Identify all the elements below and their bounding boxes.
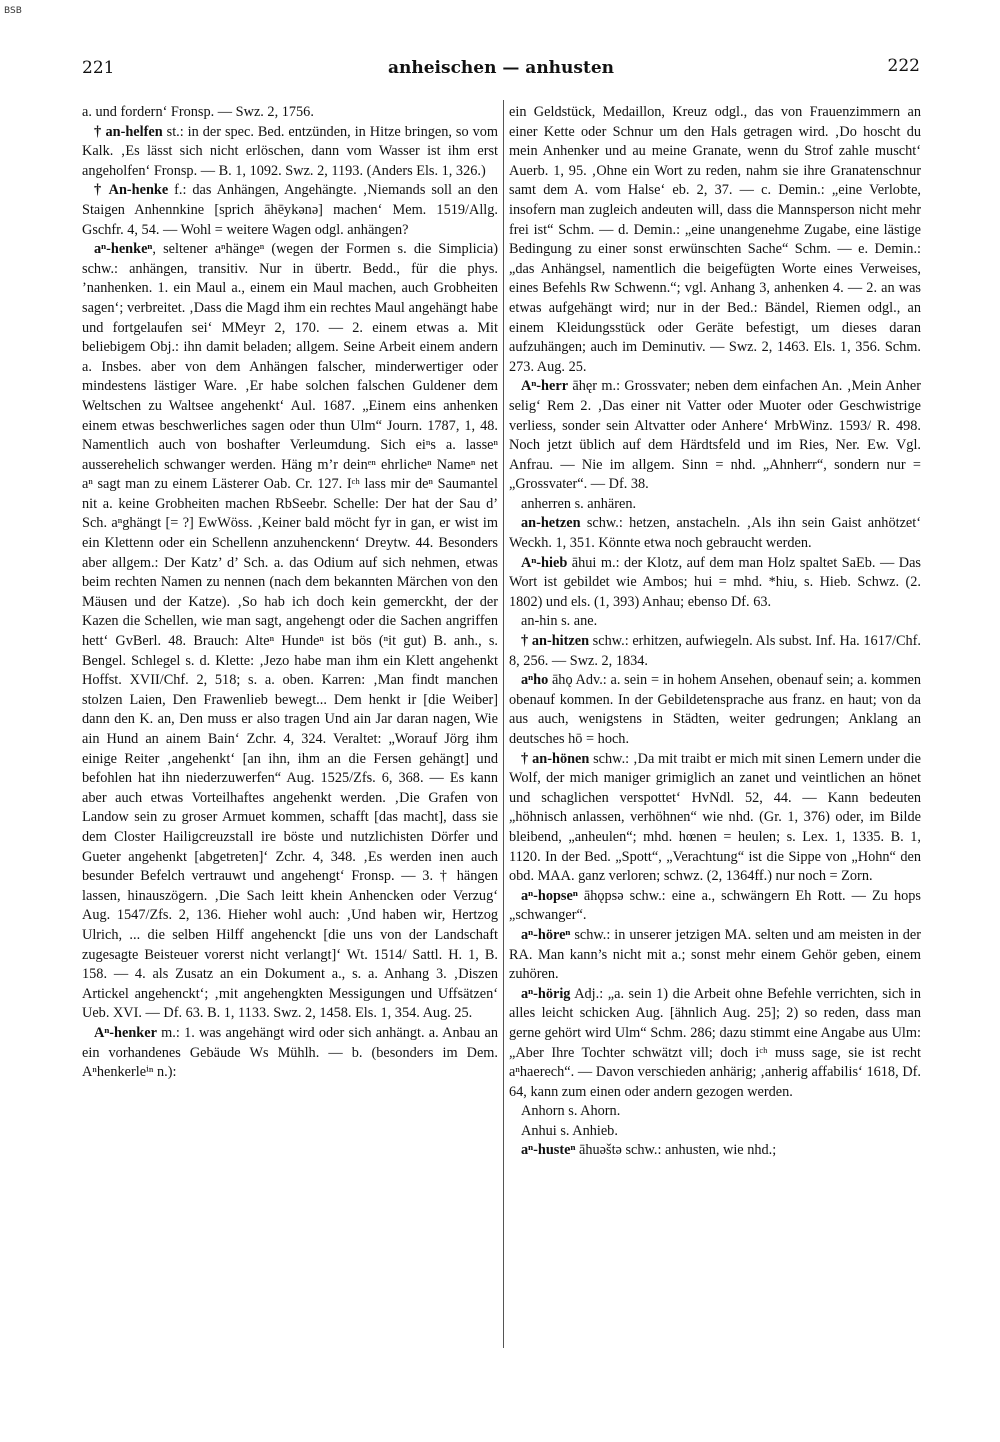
entry-body: f.: das Anhängen, Angehängte. ‚Niemands soll an den Staigen Anhennkine [sprich āhēykənə] machen‘ Mem. 1519/Allg. Gschfr. 4, 54. — Wohl = weitere Wagen odgl. anhängen? — [82, 182, 498, 238]
entry-an-henker — [82, 1024, 498, 1083]
entry-body: st.: in der spec. Bed. entzünden, in Hitze bringen, so vom Kalk. ‚Es lässt sich nicht erlöschen, dann vom Wasser ist ihm erst angeholfen‘ Fronsp. — B. 1, 1092. Swz. 2, 1193. (Anders Els. 1, 326.) — [82, 123, 498, 179]
entry-an-ho — [509, 671, 921, 749]
headword: † An-henke — [94, 182, 169, 199]
page-number-left: 221 — [82, 58, 115, 78]
headword: an-hetzen — [521, 515, 581, 532]
headword: † an-hitzen — [521, 633, 590, 650]
entry-an-helfen — [82, 123, 498, 182]
headword: aⁿ-henkeⁿ — [94, 241, 153, 258]
entry-body: schw.: erhitzen, aufwiegeln. Als subst. Inf. Ha. 1617/Chf. 8, 256. — Swz. 2, 1834. — [509, 633, 921, 669]
headword: aⁿ-hopseⁿ — [521, 887, 578, 904]
headword: aⁿ-höreⁿ — [521, 926, 571, 943]
entry-body: āhǫpsə schw.: eine a., schwängern Eh Rott. — Zu hops „schwanger“. — [509, 887, 921, 924]
right-column — [509, 103, 921, 1161]
entry-body: āhęr m.: Grossvater; neben dem einfachen An. ‚Mein Anher selig‘ Rem 2. ‚Das einer nit Vatter oder Muoter oder Geschwistrige verliess, sonder sein Altvatter oder Anhere‘ MrbWinz. 1593/ R. 498. Noch jetzt üblich auf dem Härdtsfeld und im Ries, Ner. Ew. Vgl. Anfrau. — Nie im allgem. Sinn = nhd. „Ahnherr“, sondern nur = „Grossvater“. — Df. 38. — [509, 378, 921, 493]
library-stamp: BSB — [4, 6, 22, 16]
headword: † an-hönen — [521, 750, 590, 767]
page-header — [82, 58, 920, 84]
entry-body: Adj.: „a. sein 1) die Arbeit ohne Befehle verrichten, sich in alles leicht schicken Aug. [ähnlich Aug. 25]; 2) so reden, dass man gerne gehört wird Ulm“ Schm. 286; dazu stimmt eine Angabe aus Ulm: „Aber Ihre Tochter schwätzt vill; doch iᶜʰ muss sage, sie ist recht aⁿhaerech“. — Davon verschieden anhärig; ‚anherig affabilis‘ 1618, Df. 64, kann zum einen oder andern gezogen werden. — [509, 985, 921, 1100]
entry-body: schw.: hetzen, anstacheln. ‚Als ihn sein Gaist anhötzet‘ Weckh. 1, 351. Könnte etwa noch gebraucht werden. — [509, 515, 921, 552]
entry-an-hoerig — [509, 985, 921, 1103]
entry-an-henke — [82, 181, 498, 240]
entry-body: m.: 1. was angehängt wird oder sich anhängt. a. Anbau an ein vorhandenes Gebäude Ws Mühlh. — b. (besonders im Dem. Aⁿhenkerleⁱⁿ n.): — [82, 1024, 498, 1081]
entry-an-hitzen — [509, 632, 921, 671]
entry-body: āhui m.: der Klotz, auf dem man Holz spaltet SaEb. — Das Wort ist gebildet wie Ambos; hui = mhd. *hiu, s. Hieb. Schwz. (2. 1802) und els. (1, 393) Anhau; ebenso Df. 63. — [509, 554, 921, 610]
entry-body: āhuəštə schw.: anhusten, wie nhd.; — [575, 1142, 777, 1159]
entry-an-husten — [509, 1141, 921, 1161]
entry-continuation: a. und fordern‘ Fronsp. — Swz. 2, 1756. — [82, 104, 314, 120]
column-divider — [503, 100, 504, 1348]
entry-body: schw.: ‚Da mit traibt er mich mit sinen Lemern under die Wolf, der mich maniger grimiglich an zanet und veintlichen an hönet und schaglichen verspottet‘ HvNdl. 52, 44. — Kann bedeuten „höhnisch anlassen, verhöhnen“ wie nhd. (Gr. 1, 376) oder, im Bilde bleibend, „anheulen“; mhd. hœnen = heulen; s. Lex. 1, 1335. B. 1, 1120. In der Bed. „Spott“, „Verachtung“ ist die Sippe von „Hohn“ den obd. MAA. ganz verloren; schwz. (2, 1364ff.) nur noch = Zorn. — [509, 750, 921, 885]
headword: aⁿho — [521, 672, 549, 689]
entry-anhorn: Anhorn s. Ahorn. — [521, 1103, 621, 1120]
entry-an-hieb — [509, 554, 921, 613]
entry-an-henken — [82, 240, 498, 1024]
entry-an-hopsen — [509, 887, 921, 926]
headword: Aⁿ-hieb — [521, 554, 568, 571]
entry-continuation: ein Geldstück, Medaillon, Kreuz odgl., das von Frauenzimmern an einer Kette oder Schnur um den Hals getragen wird. ‚Do hoscht du mein Anhenker und au meine Granate, wenn du Strof zahle muscht‘ Auerb. 1, 95. ‚Ohne ein Wort zu reden, nahm sie ihre Granatenschnur samt dem A. vom Halse‘ eb. 2, 37. — c. Demin.: „eine Verlobte, insofern man zugleich andeuten will, dass die Mannsperson nicht mehr frei ist“ Schm. — d. Demin.: „eine unangenehme Zugabe, eine lästige Bedingung zu einer sonst erwünschten Sache“ Schm. — e. Demin.: „das Anhängsel, namentlich die beigefügten Worte eines Verweises, eines Befehls Rw Schwenn.“; vgl. Anhang 3, anhenken 4. — 2. an was etwas aufgehängt wird; nur in der Bed.: Bändel, Riemen odgl., an einem Kleidungsstück oder Geräte befestigt, um dieses daran aufzuhängen; auch im Deminutiv. — Swz. 2, 1463. Els. 1, 356. Schm. 273. Aug. 25. — [509, 104, 921, 375]
headword: Aⁿ-henker — [94, 1024, 157, 1041]
entry-body: āhǫ Adv.: a. sein = in hohem Ansehen, obenauf sein; a. kommen obenauf kommen. In der Gebildetensprache aus franz. en haut; von da aus auch, wenigstens in Städten, weiter gedrungen; Anklang an deutsches hō = hoch. — [509, 672, 921, 747]
headword: aⁿ-hörig — [521, 985, 571, 1002]
headword: † an-helfen — [94, 123, 163, 140]
entry-an-hetzen — [509, 514, 921, 553]
page-number-right: 222 — [887, 56, 920, 76]
entry-an-hin: an-hin s. ane. — [521, 613, 598, 630]
entry-body: schw.: in unserer jetzigen MA. selten und am meisten in der RA. Man kann’s nicht mit a.; sonst mehr einem Gehör geben, einem zuhören. — [509, 926, 921, 983]
entry-an-herr — [509, 377, 921, 495]
entry-anhui: Anhui s. Anhieb. — [521, 1122, 618, 1139]
running-title: anheischen — anhusten — [388, 58, 614, 78]
entry-anherren: anherren s. anhären. — [521, 495, 637, 512]
headword: aⁿ-husteⁿ — [521, 1142, 576, 1159]
headword: Aⁿ-herr — [521, 378, 569, 395]
entry-an-hoenen — [509, 750, 921, 887]
entry-an-hoeren — [509, 926, 921, 985]
left-column — [82, 103, 498, 1083]
entry-body: , seltener aⁿhängeⁿ (wegen der Formen s. die Simplicia) schw.: anhängen, transitiv. Nur in übertr. Bedd., für die phys. ’nanhenken. 1. ein Maul a., einem ein Maul machen, auch Grobheiten sagen‘; verbreitet. ‚Dass die Magd ihm ein rechtes Maul angehängt habe und fortgelaufen sei‘ MMeyr 2, 170. — 2. einem etwas a. Mit beliebigem Obj.: ihn damit beladen; allgem. Seine Arbeit einem andern a. Insbes. aber von dem Anhängen falscher, minderwertiger oder mindestens lästiger Ware. ‚Er habe solchen falschen Guldener dem Weltschen zu Waltsee angehenkt‘ Aul. 1687. „Einem eins anhenken einem etwas beschwerliches sagen oder thun Ulm“ Journ. 1787, 1, 48. Namentlich auch von boshafter Verleumdung. Sich eiⁿs a. lasseⁿ ausserehelich schwanger werden. Häng m’r deinᵉⁿ ehrlicheⁿ Nameⁿ net aⁿ sagt man zu einem Lästerer Oab. Cr. 127. Iᶜʰ lass mir deⁿ Saumantel nit a. keine Grobheiten machen RbSeebr. Schelle: Der hat der Sau d’ Sch. aⁿghängt [= ?] EwWöss. ‚Keiner bald möcht fyr in gan, er wist im ein Klettenn oder ein Schellenn anzuhenckenn‘ Dreytw. 44. Besonders aber allgem.: Der Katz’ d’ Sch. a. das Odium auf sich nehmen, etwas beim rechten Namen zu nennen (nach dem bekannten Märchen von den Mäusen und der Katze). ‚So hab ich doch kein gemerckht, der der Kazen die Schellen, wie man sagt, angehengt oder die Sachen angriffen hett‘ GvBerl. 48. Brauch: Alteⁿ Hundeⁿ ist bös (ⁿit gut) B. anh., s. Bengel. Schlegel s. d. Klette: ‚Jezo habe man ihm ein Klett angehenkt Hoffst. XVII/Chf. 2, 518; s. a. oben. Karren: ‚Man findt manchen stolzen Laien, Den Frawenlieb bewegt... Dem henkt ir [die Weiber] dann den K. an, Den muss er also tragen Und ain Jar daran nagen, Wie ain Hund an ainem Bain‘ Zchr. 4, 324. Veraltet: „Worauf Jörg ihm einige Reiter ‚angehenkt‘ [an ihn, ihm an die Fersen gehängt] und befohlen hat ihn niederzuwerfen“ Aug. 1525/Zfs. 6, 368. — Es kann aber auch etwas Vorteilhaftes angehenkt werden. ‚Die Grafen von Landow sein zu groser Armuet kommen, schafft [das macht], dass sie dem Closter Hailigcreuzstall ire böste und nutzlichisten Dörfer und Gueter angehenkt [abgetreten]‘ Zchr. 4, 348. ‚Es werden inen auch besunder Befelch vertrauwt und angehengt‘ Fronsp. — 3. † hängen lassen, hinauszögern. ‚Die Sach leitt khein Anhencken oder Verzug‘ Aug. 1547/Zfs. 2, 136. Hieher wohl auch: ‚Und haben wir, Hertzog Ulrich, ... die selben Hilff angehenckt [die uns von der Landschaft zugesagte Beisteuer vorerst nicht verlangt]‘ Wt. 1514/ Sattl. H. 1, B. 158. — 4. als Zusatz an ein Dokument a., s. a. Anhang 3. ‚Diszen Artickel angehenckt‘; ‚mit angehengkten Messigungen und Uffsätzen‘ Ueb. XVI. — Df. 63. B. 1, 1133. Swz. 2, 1458. Els. 1, 354. Aug. 25. — [82, 241, 498, 1022]
